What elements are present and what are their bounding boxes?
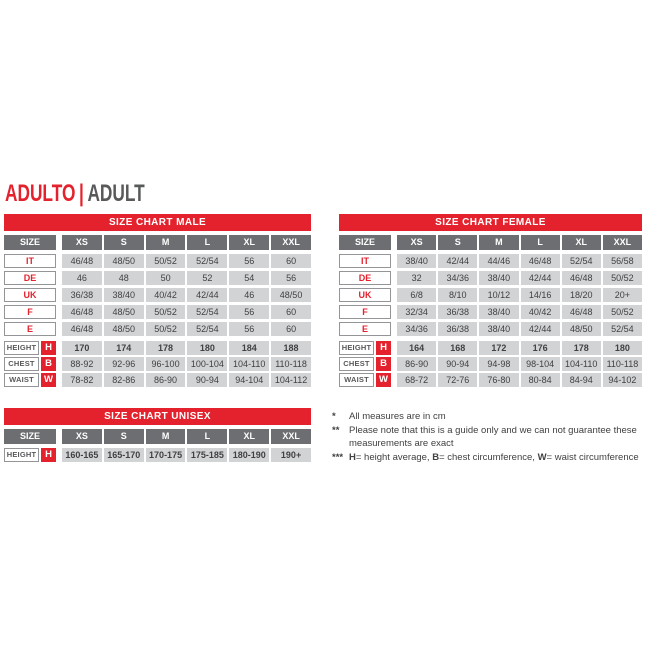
size-cell: 46 <box>62 271 102 285</box>
measure-row-label: WAIST <box>4 373 39 387</box>
column-header: XXL <box>271 235 311 250</box>
column-header-size: SIZE <box>4 429 56 444</box>
size-row-label: UK <box>4 288 56 302</box>
column-header-size: SIZE <box>339 235 391 250</box>
footnote-key-letter: H <box>349 452 356 463</box>
size-cell: 60 <box>271 254 311 268</box>
size-cell: 46/48 <box>62 322 102 336</box>
measure-label-wrap <box>4 448 56 462</box>
measure-cell: 188 <box>271 341 311 355</box>
column-header-size: SIZE <box>4 235 56 250</box>
measure-cell: 90-94 <box>438 357 477 371</box>
size-row <box>4 254 311 268</box>
footnote-line <box>332 451 642 464</box>
measure-cell: 86-90 <box>146 373 186 387</box>
measure-cell: 100-104 <box>187 357 227 371</box>
column-header: XL <box>562 235 601 250</box>
column-header: XS <box>62 235 102 250</box>
size-cell: 52/54 <box>603 322 642 336</box>
measure-cell: 68-72 <box>397 373 436 387</box>
size-cell: 50/52 <box>146 305 186 319</box>
measure-cell: 176 <box>521 341 560 355</box>
measure-cell: 110-118 <box>603 357 642 371</box>
size-cell: 52/54 <box>562 254 601 268</box>
measure-label-wrap <box>4 373 56 387</box>
footnote-key-letter: B <box>432 452 440 463</box>
footnote-segment: Please note that this is a guide only and we can not guarantee these measurements are exact <box>349 425 637 449</box>
size-cell: 52/54 <box>187 254 227 268</box>
size-cell: 46/48 <box>562 305 601 319</box>
size-cell: 6/8 <box>397 288 436 302</box>
column-header: M <box>146 235 186 250</box>
measure-cell: 96-100 <box>146 357 186 371</box>
column-header-row <box>339 235 642 250</box>
size-row <box>339 305 642 319</box>
size-cell: 10/12 <box>479 288 518 302</box>
size-cell: 20+ <box>603 288 642 302</box>
measure-cell: 92-96 <box>104 357 144 371</box>
size-cell: 40/42 <box>521 305 560 319</box>
measure-label-wrap <box>4 341 56 355</box>
footnote-line <box>332 424 642 450</box>
size-cell: 14/16 <box>521 288 560 302</box>
size-chart-female <box>339 214 642 389</box>
column-header: S <box>104 429 144 444</box>
measure-cell: 86-90 <box>397 357 436 371</box>
size-row-label: F <box>4 305 56 319</box>
size-cell: 36/38 <box>438 322 477 336</box>
size-cell: 56 <box>229 322 269 336</box>
column-header: M <box>479 235 518 250</box>
measure-letter-badge: B <box>41 357 56 371</box>
column-header: XS <box>397 235 436 250</box>
column-header: XL <box>229 235 269 250</box>
chart-title-bar: SIZE CHART FEMALE <box>339 214 642 231</box>
measure-cell: 94-102 <box>603 373 642 387</box>
size-cell: 42/44 <box>187 288 227 302</box>
measure-cell: 72-76 <box>438 373 477 387</box>
size-row-label: F <box>339 305 391 319</box>
size-chart-unisex <box>4 408 311 464</box>
footnote-marker: *** <box>332 452 344 463</box>
column-header: XXL <box>271 429 311 444</box>
size-cell: 50/52 <box>146 322 186 336</box>
size-cell: 48/50 <box>271 288 311 302</box>
footnote-segment: All measures are in cm <box>349 411 446 422</box>
size-cell: 48 <box>104 271 144 285</box>
column-header: S <box>438 235 477 250</box>
size-cell: 38/40 <box>479 271 518 285</box>
column-header-row <box>4 235 311 250</box>
size-cell: 42/44 <box>438 254 477 268</box>
measure-cell: 84-94 <box>562 373 601 387</box>
size-cell: 50/52 <box>146 254 186 268</box>
measure-cell: 184 <box>229 341 269 355</box>
size-cell: 52 <box>187 271 227 285</box>
measure-cell: 168 <box>438 341 477 355</box>
size-cell: 46/48 <box>62 305 102 319</box>
size-cell: 60 <box>271 322 311 336</box>
measure-cell: 90-94 <box>187 373 227 387</box>
size-cell: 18/20 <box>562 288 601 302</box>
size-row <box>4 322 311 336</box>
measure-cell: 165-170 <box>104 448 144 462</box>
measure-label-wrap <box>339 373 391 387</box>
measure-row <box>339 341 642 355</box>
size-cell: 52/54 <box>187 305 227 319</box>
footnote-key-letter: W <box>537 452 547 463</box>
measure-cell: 190+ <box>271 448 311 462</box>
measure-letter-badge: H <box>376 341 391 355</box>
measure-cell: 180-190 <box>229 448 269 462</box>
measure-cell: 170 <box>62 341 102 355</box>
measure-cell: 178 <box>146 341 186 355</box>
size-cell: 38/40 <box>104 288 144 302</box>
measure-cell: 94-104 <box>229 373 269 387</box>
measure-cell: 178 <box>562 341 601 355</box>
footnotes <box>332 410 642 465</box>
measure-row <box>4 341 311 355</box>
size-row <box>339 254 642 268</box>
size-cell: 32/34 <box>397 305 436 319</box>
size-cell: 46/48 <box>62 254 102 268</box>
measure-label-wrap <box>339 341 391 355</box>
column-header: L <box>521 235 560 250</box>
measure-cell: 78-82 <box>62 373 102 387</box>
size-cell: 50/52 <box>603 305 642 319</box>
measure-cell: 82-86 <box>104 373 144 387</box>
size-cell: 44/46 <box>479 254 518 268</box>
measure-row <box>339 357 642 371</box>
size-cell: 38/40 <box>479 305 518 319</box>
measure-cell: 98-104 <box>521 357 560 371</box>
measure-letter-badge: W <box>376 373 391 387</box>
measure-cell: 104-112 <box>271 373 311 387</box>
measure-cell: 160-165 <box>62 448 102 462</box>
column-header: XL <box>229 429 269 444</box>
size-cell: 42/44 <box>521 322 560 336</box>
size-cell: 56 <box>271 271 311 285</box>
measure-cell: 76-80 <box>479 373 518 387</box>
size-cell: 48/50 <box>104 322 144 336</box>
size-cell: 52/54 <box>187 322 227 336</box>
size-cell: 38/40 <box>397 254 436 268</box>
size-chart-male <box>4 214 311 389</box>
chart-title-bar: SIZE CHART MALE <box>4 214 311 231</box>
column-header: M <box>146 429 186 444</box>
page-title-separator: | <box>79 180 84 207</box>
measure-row-label: CHEST <box>4 357 39 371</box>
measure-cell: 110-118 <box>271 357 311 371</box>
chart-title-bar: SIZE CHART UNISEX <box>4 408 311 425</box>
size-row <box>339 288 642 302</box>
size-cell: 60 <box>271 305 311 319</box>
measure-cell: 175-185 <box>187 448 227 462</box>
page-title-secondary: ADULT <box>87 180 145 207</box>
measure-cell: 174 <box>104 341 144 355</box>
measure-row <box>4 357 311 371</box>
size-row <box>339 322 642 336</box>
column-header: S <box>104 235 144 250</box>
measure-row-label: HEIGHT <box>4 448 39 462</box>
measure-row-label: HEIGHT <box>339 341 374 355</box>
measure-cell: 104-110 <box>229 357 269 371</box>
measure-cell: 180 <box>187 341 227 355</box>
size-cell: 48/50 <box>104 254 144 268</box>
size-cell: 38/40 <box>479 322 518 336</box>
column-header: L <box>187 429 227 444</box>
measure-row <box>4 448 311 462</box>
measure-row-label: WAIST <box>339 373 374 387</box>
size-cell: 8/10 <box>438 288 477 302</box>
size-row-label: E <box>4 322 56 336</box>
size-cell: 56 <box>229 254 269 268</box>
footnote-segment: = chest circumference, <box>439 452 538 463</box>
footnote-text <box>349 424 642 450</box>
measure-cell: 94-98 <box>479 357 518 371</box>
footnote-line <box>332 410 642 423</box>
size-row <box>339 271 642 285</box>
size-row <box>4 288 311 302</box>
size-cell: 54 <box>229 271 269 285</box>
size-row-label: DE <box>339 271 391 285</box>
size-cell: 56/58 <box>603 254 642 268</box>
size-cell: 48/50 <box>104 305 144 319</box>
footnote-segment: = height average, <box>355 452 433 463</box>
measure-cell: 164 <box>397 341 436 355</box>
size-row-label: UK <box>339 288 391 302</box>
page-title <box>5 180 145 208</box>
size-row <box>4 271 311 285</box>
measure-row-label: HEIGHT <box>4 341 39 355</box>
size-row-label: E <box>339 322 391 336</box>
size-row-label: DE <box>4 271 56 285</box>
size-cell: 34/36 <box>397 322 436 336</box>
measure-row <box>339 373 642 387</box>
size-cell: 46 <box>229 288 269 302</box>
measure-row-label: CHEST <box>339 357 374 371</box>
size-cell: 46/48 <box>562 271 601 285</box>
size-cell: 40/42 <box>146 288 186 302</box>
measure-letter-badge: W <box>41 373 56 387</box>
footnote-marker: * <box>332 411 336 422</box>
measure-label-wrap <box>4 357 56 371</box>
footnote-marker: ** <box>332 425 340 436</box>
size-cell: 46/48 <box>521 254 560 268</box>
size-cell: 50 <box>146 271 186 285</box>
measure-cell: 88-92 <box>62 357 102 371</box>
measure-letter-badge: B <box>376 357 391 371</box>
size-cell: 34/36 <box>438 271 477 285</box>
size-cell: 36/38 <box>438 305 477 319</box>
column-header: XS <box>62 429 102 444</box>
measure-letter-badge: H <box>41 448 56 462</box>
size-row-label: IT <box>4 254 56 268</box>
size-cell: 48/50 <box>562 322 601 336</box>
page-title-primary: ADULTO <box>5 180 76 207</box>
size-cell: 42/44 <box>521 271 560 285</box>
size-cell: 36/38 <box>62 288 102 302</box>
measure-cell: 180 <box>603 341 642 355</box>
size-row <box>4 305 311 319</box>
measure-cell: 170-175 <box>146 448 186 462</box>
measure-cell: 172 <box>479 341 518 355</box>
measure-label-wrap <box>339 357 391 371</box>
footnote-text <box>349 451 642 464</box>
size-cell: 50/52 <box>603 271 642 285</box>
measure-cell: 80-84 <box>521 373 560 387</box>
footnote-text <box>349 410 642 423</box>
size-cell: 56 <box>229 305 269 319</box>
column-header-row <box>4 429 311 444</box>
footnote-segment: = waist circumference <box>546 452 639 463</box>
measure-cell: 104-110 <box>562 357 601 371</box>
column-header: XXL <box>603 235 642 250</box>
measure-row <box>4 373 311 387</box>
size-cell: 32 <box>397 271 436 285</box>
measure-letter-badge: H <box>41 341 56 355</box>
size-row-label: IT <box>339 254 391 268</box>
column-header: L <box>187 235 227 250</box>
